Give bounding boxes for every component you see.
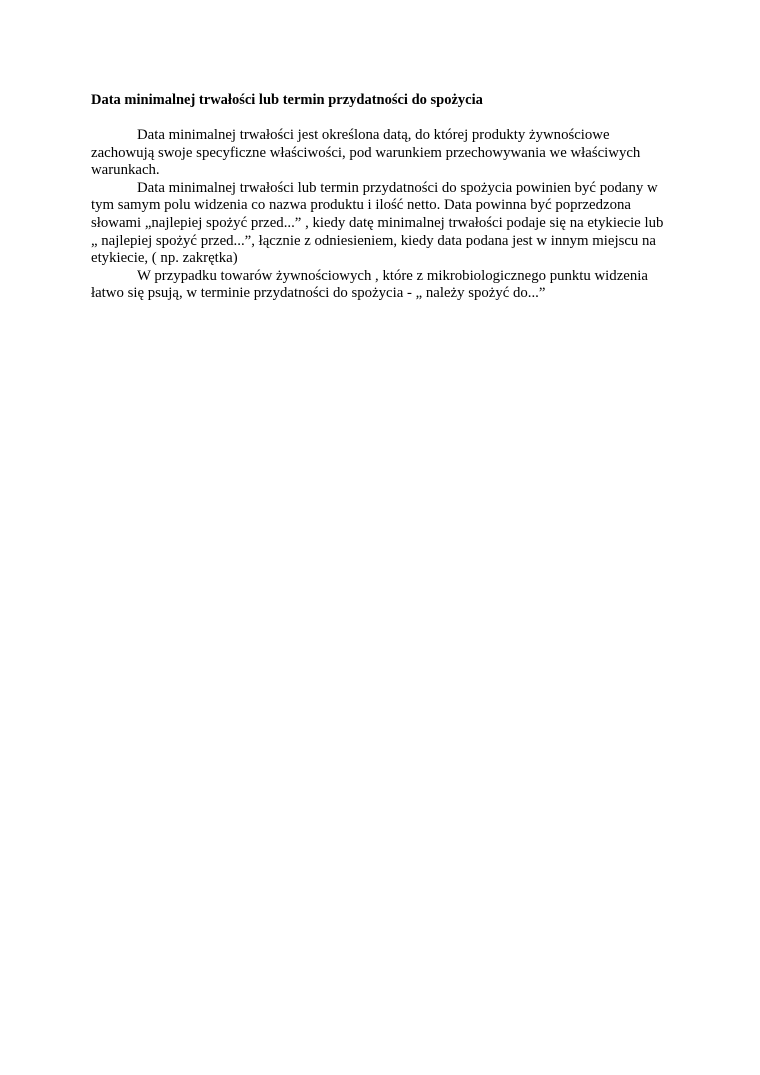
document-title: Data minimalnej trwałości lub termin przydatności do spożycia xyxy=(91,92,483,108)
paragraph-definition: Data minimalnej trwałości jest określona datą, do której produkty żywnościowe zachowują swoje specyficzne właściwości, pod warunkiem przechowywania we właściwych warunkach. xyxy=(91,127,641,179)
paragraph-perishable: W przypadku towarów żywnościowych , które z mikrobiologicznego punktu widzenia łatwo się psują, w terminie przydatności do spożycia - „ należy spożyć do...” xyxy=(91,267,648,302)
document-body xyxy=(91,92,671,303)
paragraph-labeling: Data minimalnej trwałości lub termin przydatności do spożycia powinien być podany w tym samym polu widzenia co nazwa produktu i ilość netto. Data powinna być poprzedzona słowami „najlepiej spożyć przed...” , kiedy datę minimalnej trwałości podaje się na etykiecie lub „ najlepiej spożyć przed...”, łącznie z odniesieniem, kiedy data podana jest w innym miejscu na etykiecie, ( np. zakrętka) xyxy=(91,179,664,267)
